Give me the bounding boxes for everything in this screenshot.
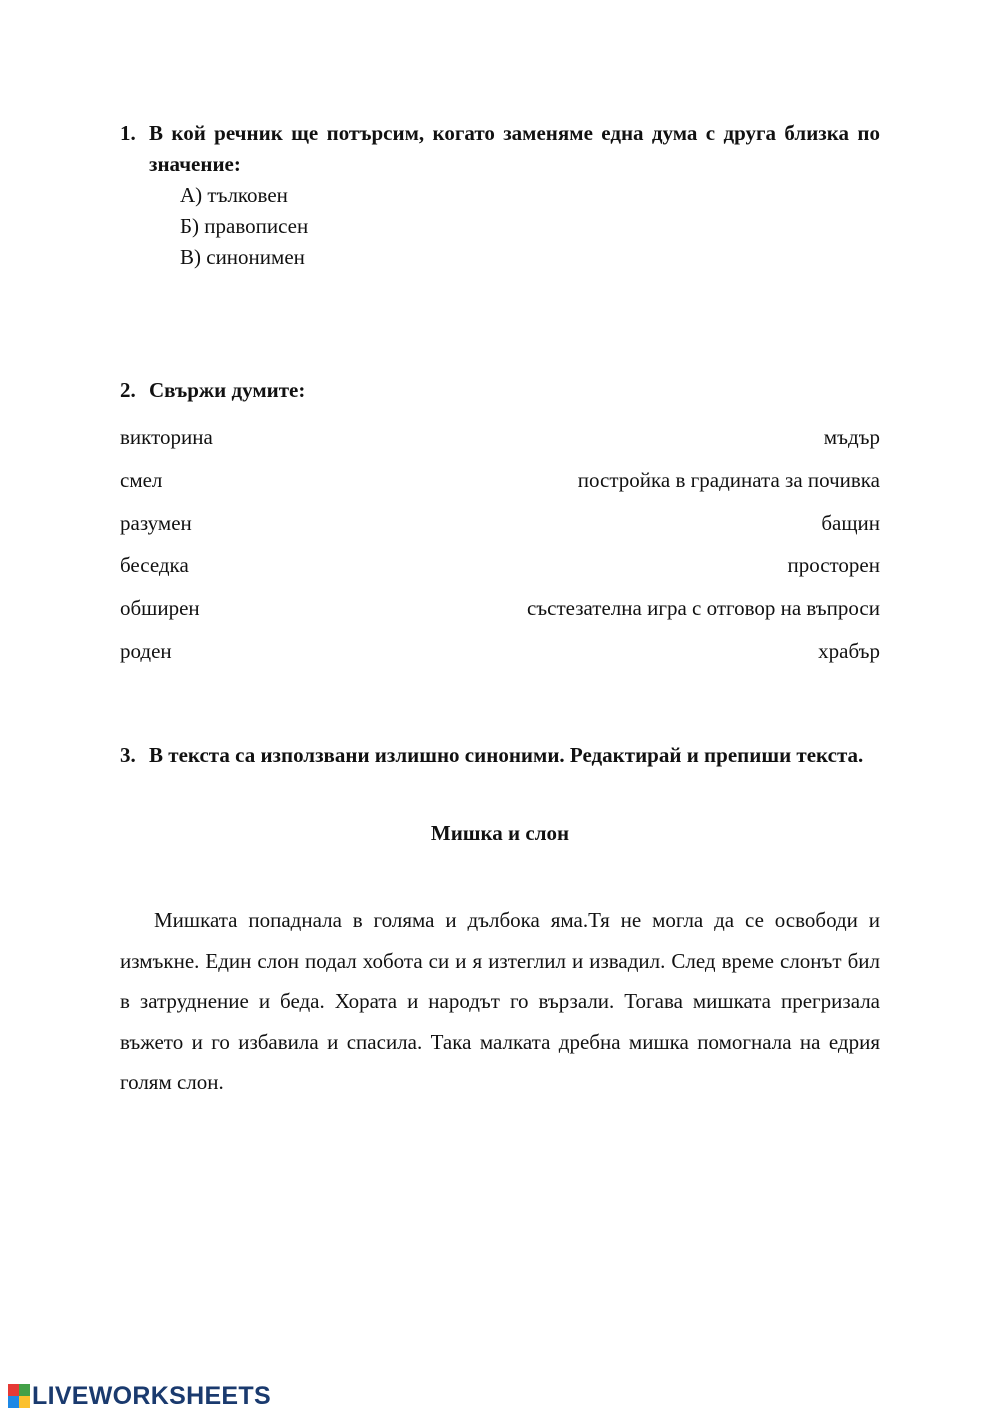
match-row <box>120 425 880 455</box>
match-right-word[interactable]: мъдър <box>823 425 880 449</box>
match-right-word[interactable]: състезателна игра с отговор на въпроси <box>526 596 880 620</box>
match-left-word[interactable]: обширен <box>120 596 200 620</box>
question-3-title <box>120 740 880 771</box>
match-left-word[interactable]: викторина <box>120 425 213 449</box>
match-row <box>120 553 880 583</box>
match-row <box>120 468 880 498</box>
match-left-word[interactable]: смел <box>120 468 163 492</box>
logo-square-red <box>8 1384 19 1396</box>
question-1-text: В кой речник ще потърсим, когато заменяме една дума с друга близка по значение: <box>149 121 880 176</box>
logo-square-blue <box>8 1396 19 1408</box>
question-2-title <box>120 375 880 406</box>
question-1-number: 1. <box>120 121 136 145</box>
match-right-word[interactable]: просторен <box>787 553 880 577</box>
story-title: Мишка и слон <box>430 821 570 845</box>
match-row <box>120 596 880 626</box>
question-3-number: 3. <box>120 743 136 767</box>
liveworksheets-logo-icon <box>8 1384 30 1408</box>
match-right-word[interactable]: храбър <box>818 639 880 663</box>
match-row <box>120 511 880 541</box>
logo-square-green <box>19 1384 30 1396</box>
question-1-options <box>180 180 308 273</box>
match-left-word[interactable]: роден <box>120 639 172 663</box>
question-3-text: В текста са използвани излишно синоними. Редактирай и препиши текста. <box>149 743 864 767</box>
option-b[interactable]: Б) правописен <box>180 214 309 238</box>
logo-square-yellow <box>19 1396 30 1408</box>
match-left-word[interactable]: беседка <box>120 553 189 577</box>
match-row <box>120 639 880 669</box>
match-right-word[interactable]: постройка в градината за почивка <box>577 468 880 492</box>
option-c[interactable]: В) синонимен <box>180 245 305 269</box>
question-1-title <box>120 118 880 180</box>
question-2-number: 2. <box>120 378 136 402</box>
question-2-text: Свържи думите: <box>149 378 306 402</box>
liveworksheets-brand <box>8 1380 271 1412</box>
brand-name: LIVEWORKSHEETS <box>32 1381 271 1410</box>
match-right-word[interactable]: бащин <box>821 511 880 535</box>
story-paragraph: Мишката попаднала в голяма и дълбока яма.Тя не могла да се освободи и измъкне. Един слон подал хобота си и я изтеглил и извадил. След време слонът бил в затруднение и беда. Хората и народът го вързали. Тогава мишката прегризала въжето и го избавила и спасила. Така малката дребна мишка помогнала на едрия голям слон. <box>120 908 880 1094</box>
match-left-word[interactable]: разумен <box>120 511 192 535</box>
option-a[interactable]: А) тълковен <box>180 183 288 207</box>
story-text <box>120 900 880 1103</box>
